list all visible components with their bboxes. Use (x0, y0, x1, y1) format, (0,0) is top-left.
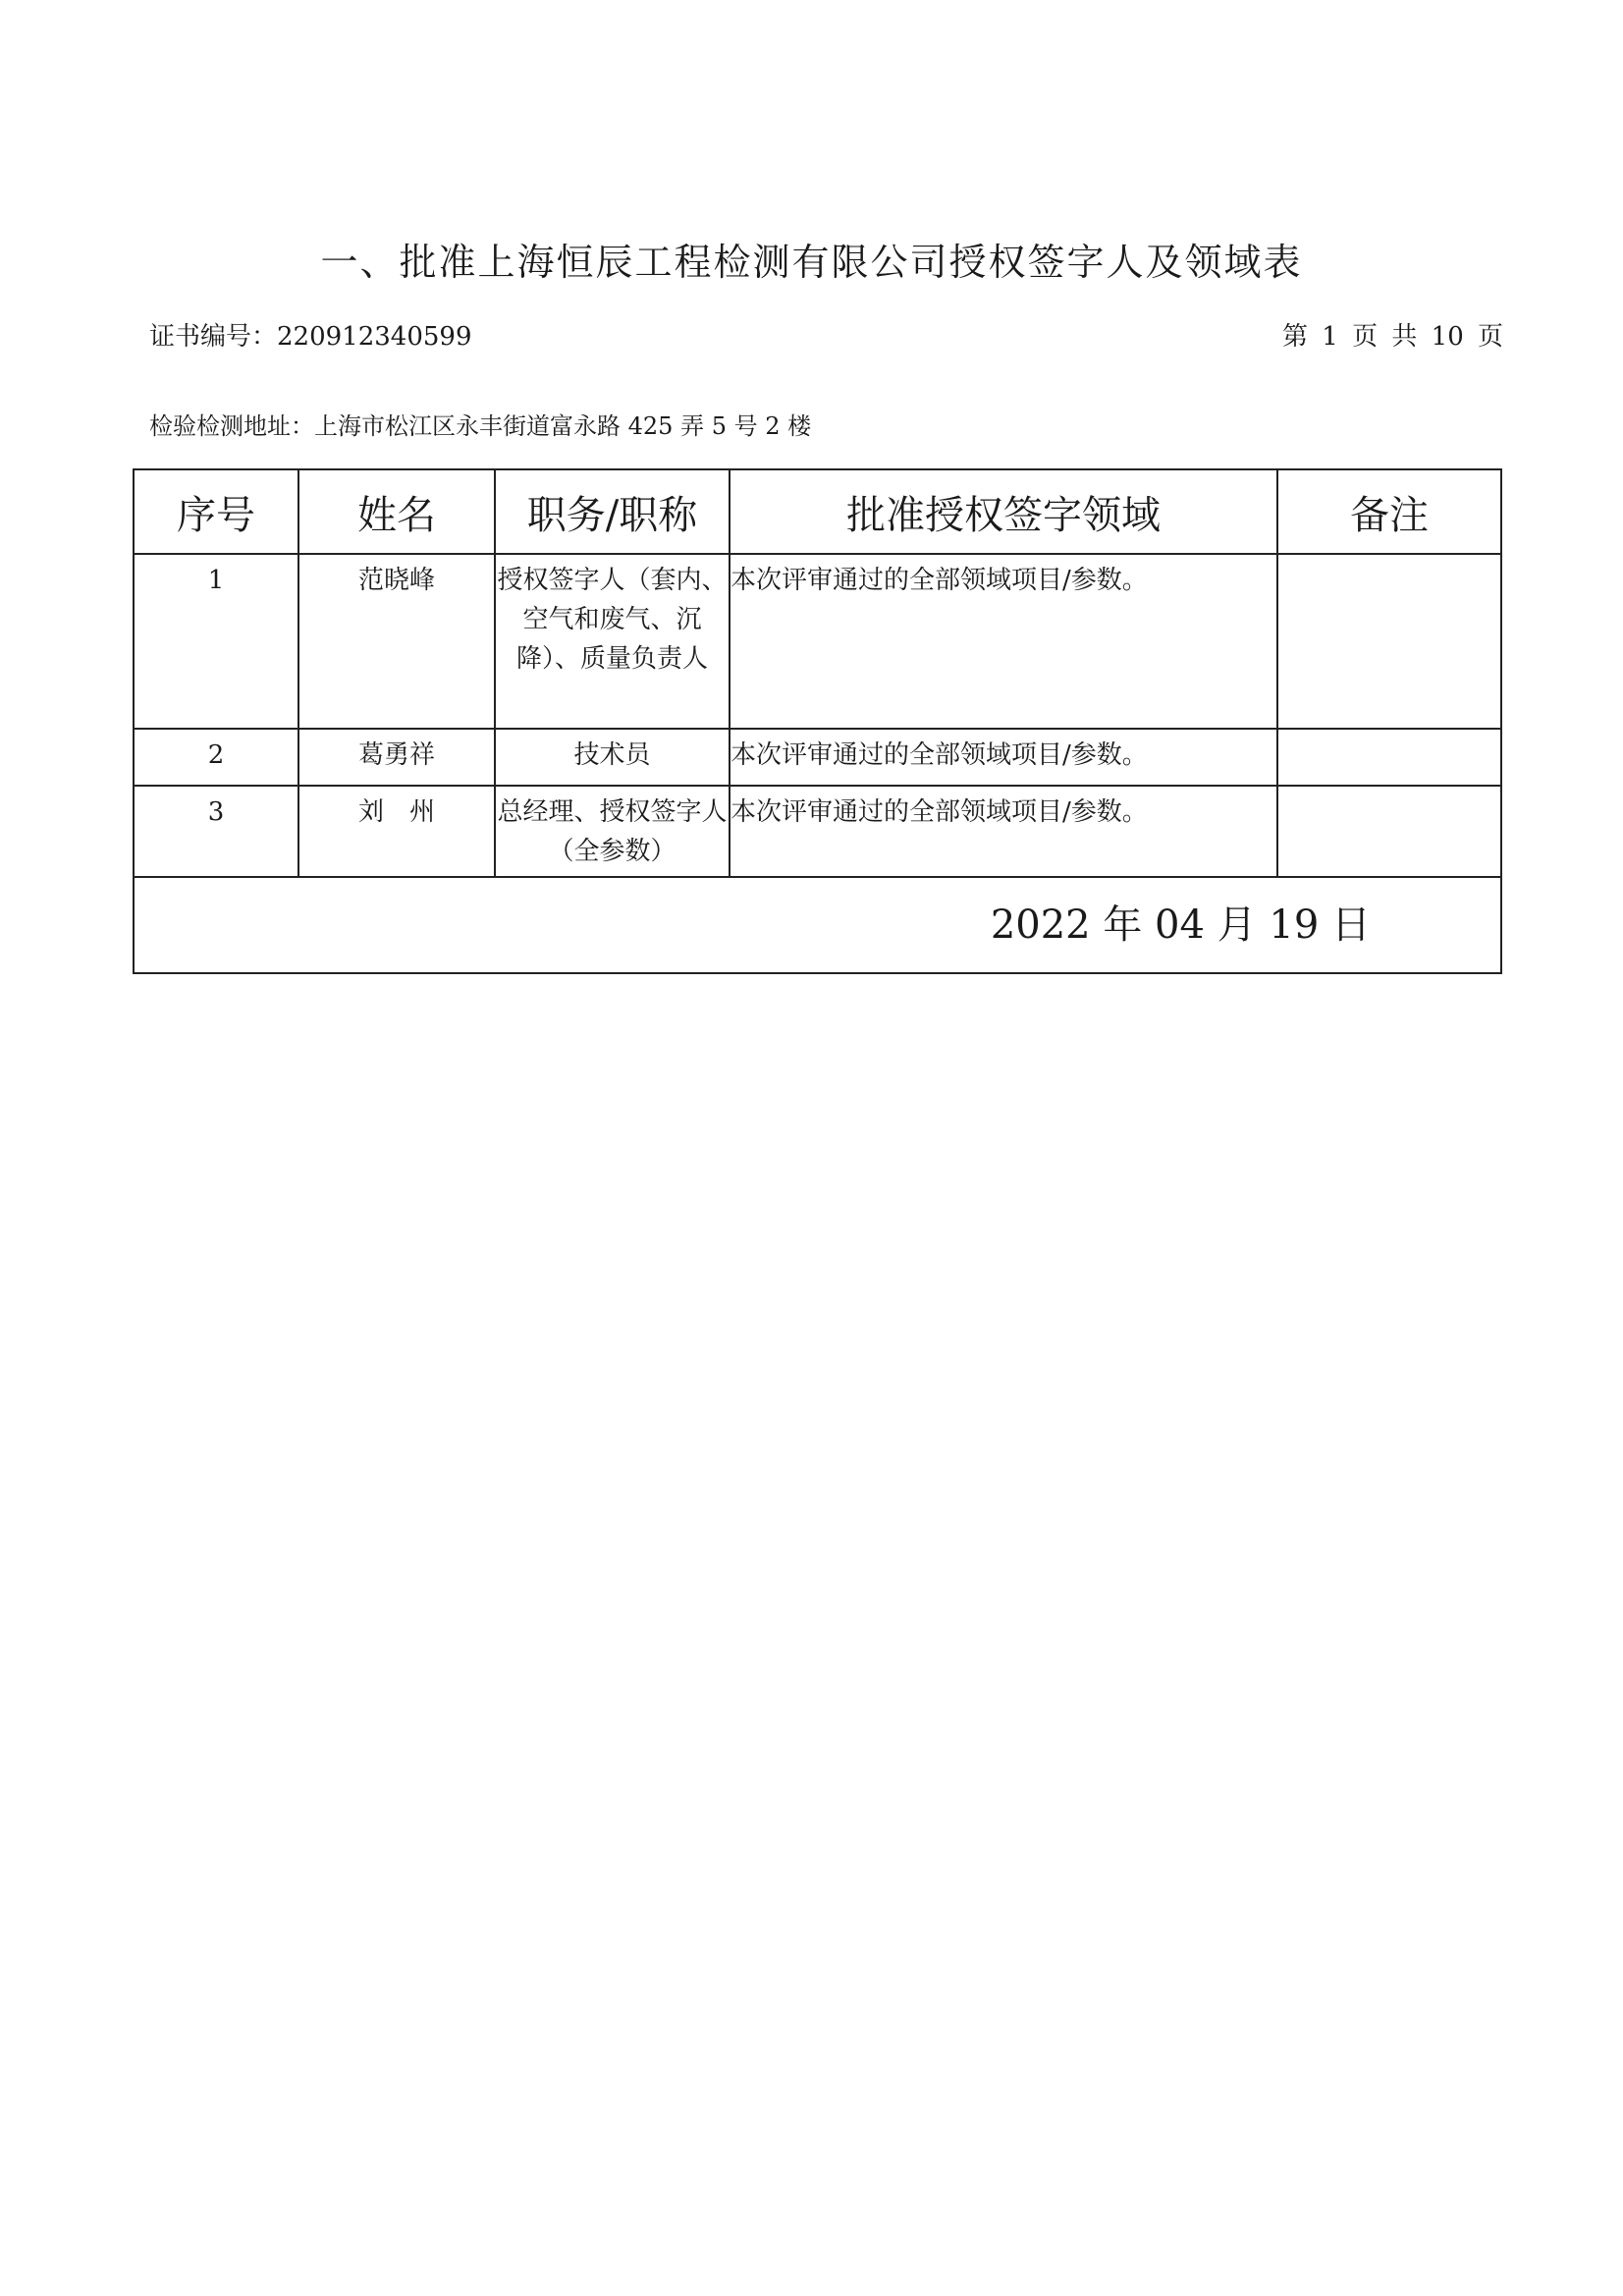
table-row (134, 554, 1501, 729)
document-title: 一、批准上海恒辰工程检测有限公司授权签字人及领域表 (320, 241, 1303, 284)
header-title: 职务/职称 (495, 469, 730, 554)
cell-remark (1277, 554, 1501, 729)
cell-title: 总经理、授权签字人（全参数） (495, 786, 730, 877)
cell-no: 1 (134, 554, 298, 729)
cell-name: 葛勇祥 (298, 729, 495, 786)
cell-remark (1277, 729, 1501, 786)
table-header-row (134, 469, 1501, 554)
header-remark: 备注 (1277, 469, 1501, 554)
cell-no: 2 (134, 729, 298, 786)
cell-title: 授权签字人（套内、空气和废气、沉降）、质量负责人 (495, 554, 730, 729)
cell-remark (1277, 786, 1501, 877)
cell-scope: 本次评审通过的全部领域项目/参数。 (730, 786, 1277, 877)
page-indicator: 第 1 页 共 10 页 (1282, 322, 1503, 352)
header-name: 姓名 (298, 469, 495, 554)
cell-scope: 本次评审通过的全部领域项目/参数。 (730, 554, 1277, 729)
inspection-address: 检验检测地址：上海市松江区永丰街道富永路 425 弄 5 号 2 楼 (149, 412, 812, 440)
table-row (134, 729, 1501, 786)
cell-name: 刘 州 (298, 786, 495, 877)
table-row (134, 786, 1501, 877)
header-scope: 批准授权签字领域 (730, 469, 1277, 554)
cell-scope: 本次评审通过的全部领域项目/参数。 (730, 729, 1277, 786)
cell-name: 范晓峰 (298, 554, 495, 729)
header-no: 序号 (134, 469, 298, 554)
cell-title: 技术员 (495, 729, 730, 786)
approval-date: 2022 年 04 月 19 日 (134, 877, 1501, 973)
cell-no: 3 (134, 786, 298, 877)
certificate-number: 证书编号：220912340599 (149, 322, 472, 352)
signatory-table (133, 468, 1502, 974)
table-date-row (134, 877, 1501, 973)
